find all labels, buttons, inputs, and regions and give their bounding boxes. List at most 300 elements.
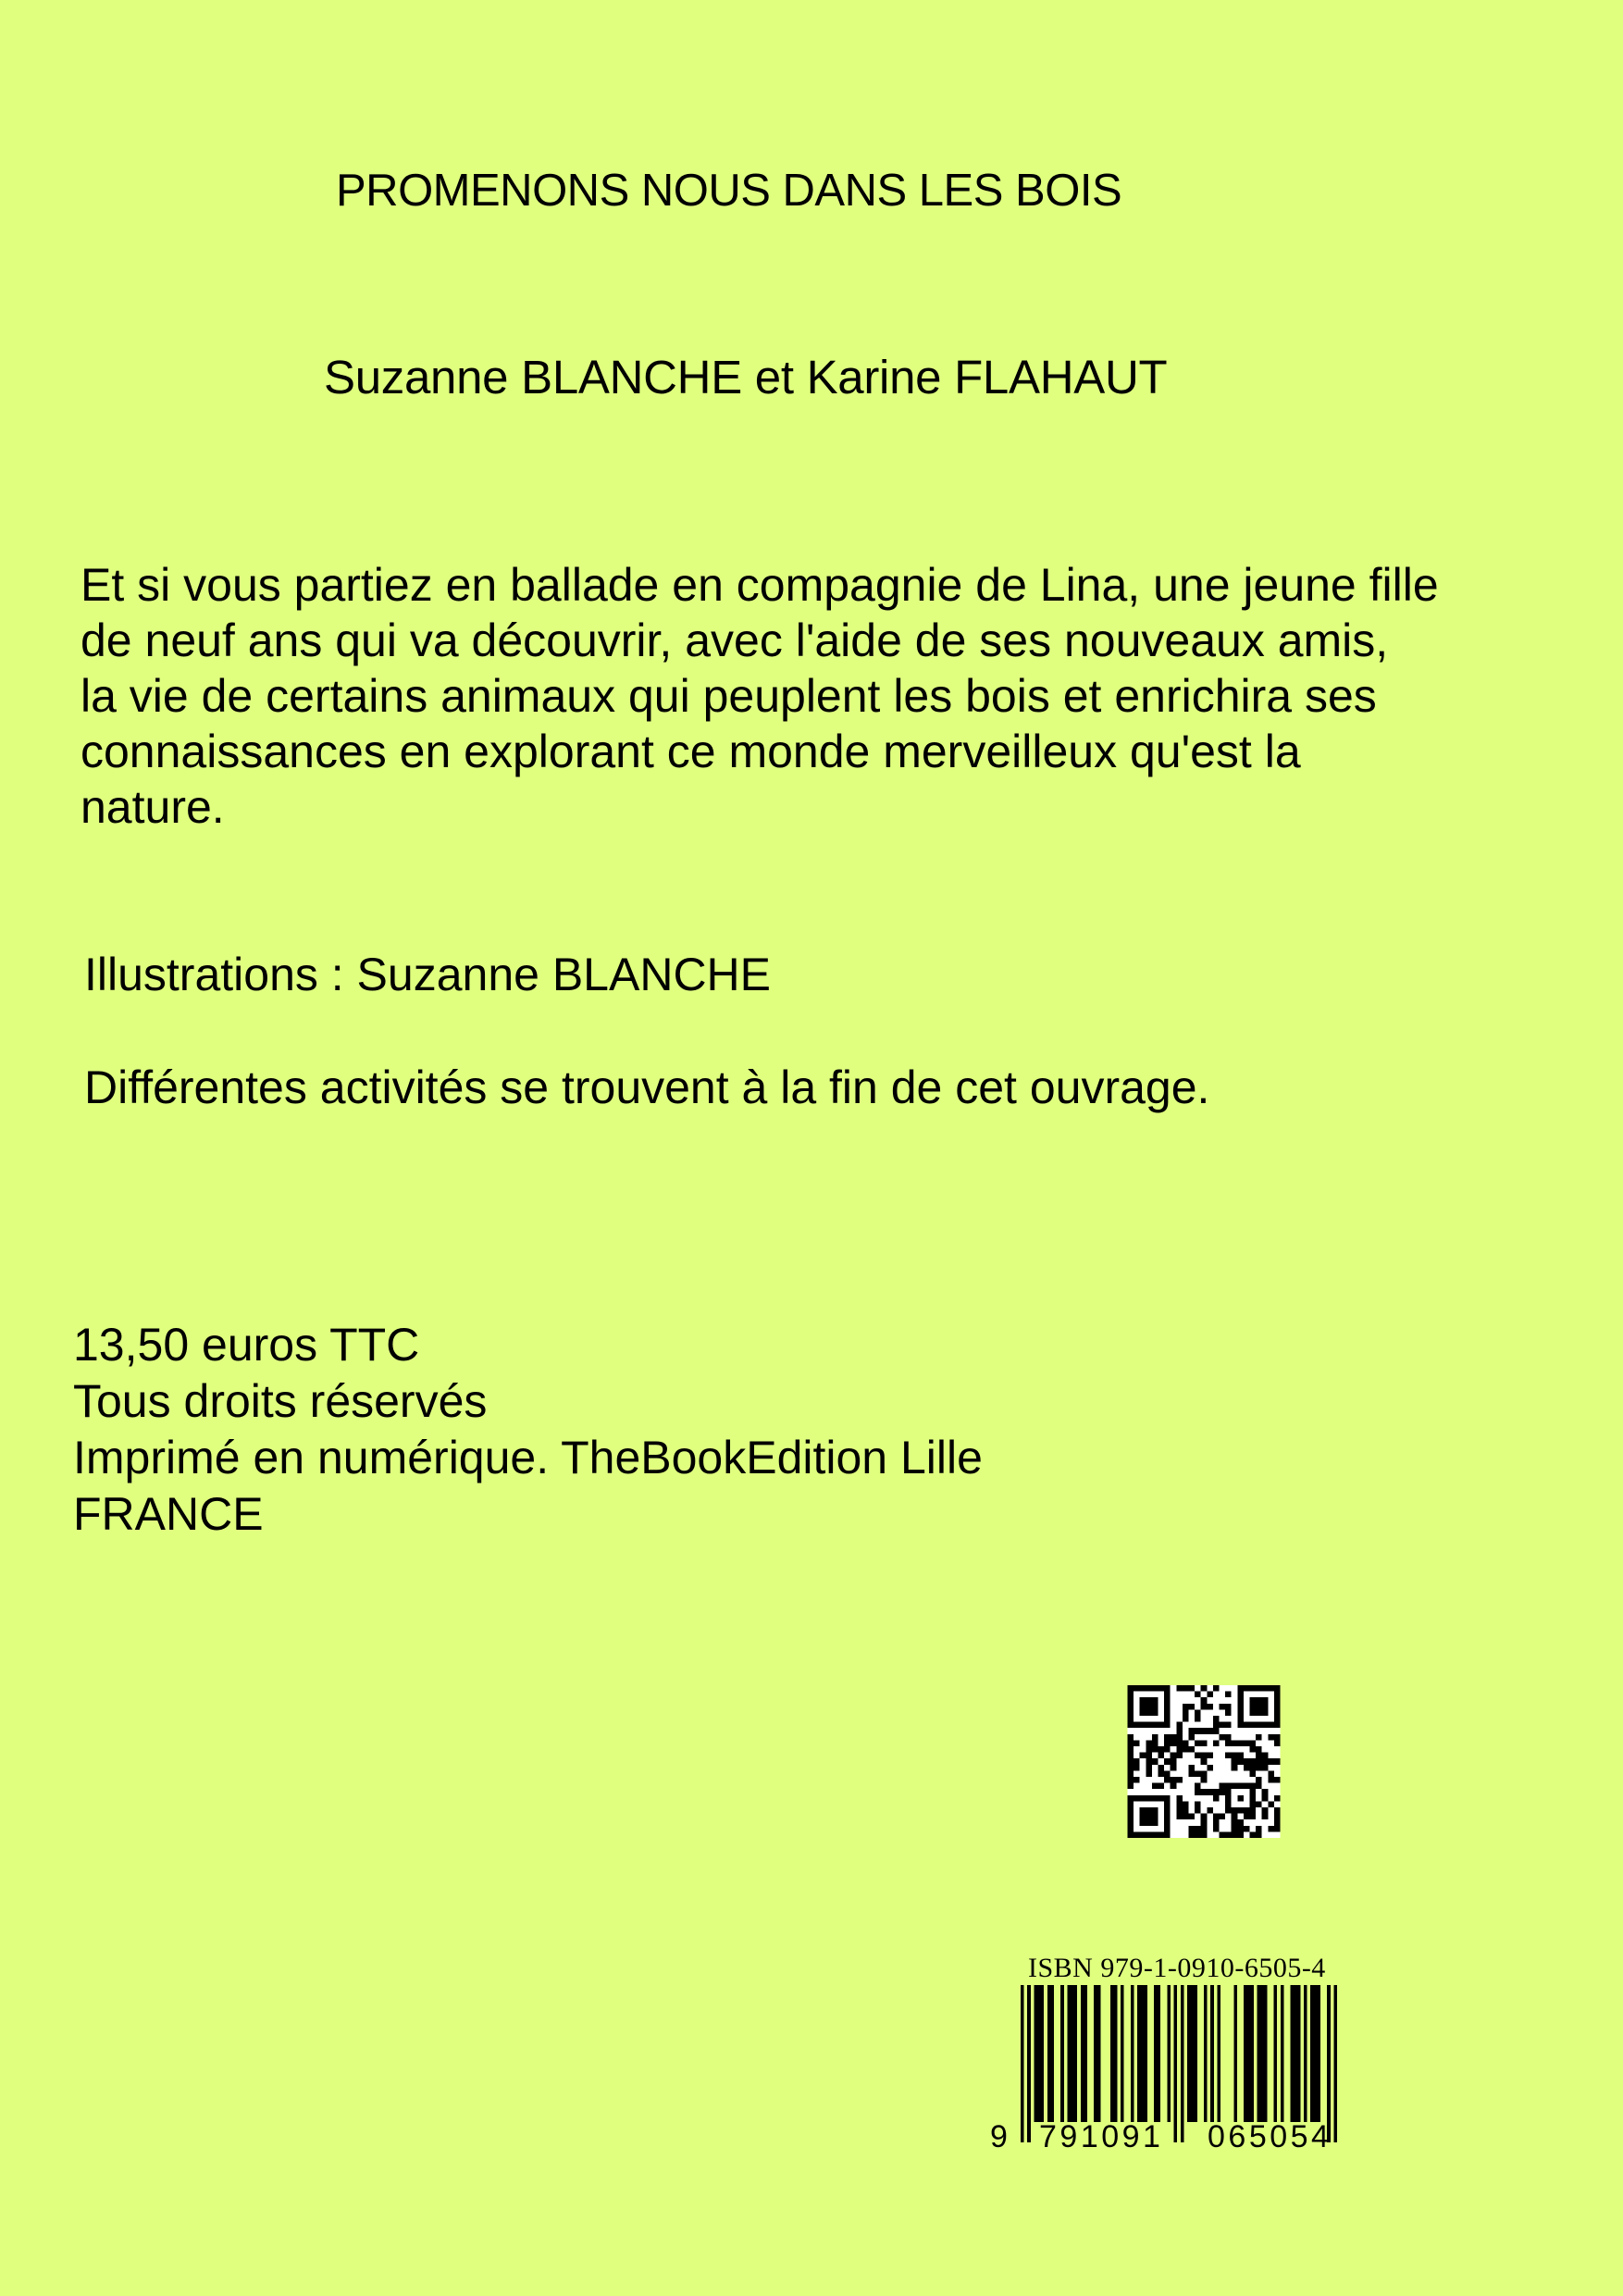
qr-module	[1183, 1685, 1189, 1692]
qr-module	[1195, 1709, 1201, 1716]
qr-module	[1152, 1697, 1158, 1704]
qr-module	[1189, 1765, 1196, 1771]
qr-module	[1274, 1709, 1281, 1716]
qr-module	[1237, 1692, 1244, 1698]
barcode-bar	[1067, 1985, 1071, 2122]
qr-module	[1250, 1740, 1257, 1746]
qr-module	[1256, 1783, 1262, 1790]
qr-module	[1213, 1685, 1220, 1692]
qr-module	[1195, 1826, 1201, 1832]
qr-module	[1164, 1758, 1171, 1765]
qr-module	[1256, 1746, 1262, 1753]
qr-module	[1128, 1734, 1134, 1741]
qr-module	[1183, 1716, 1189, 1722]
qr-module	[1201, 1819, 1208, 1826]
qr-module	[1250, 1722, 1257, 1729]
qr-module	[1189, 1814, 1196, 1820]
qr-module	[1225, 1753, 1232, 1759]
qr-module	[1128, 1770, 1134, 1777]
qr-module	[1213, 1716, 1220, 1722]
qr-module	[1232, 1831, 1238, 1838]
qr-module	[1146, 1770, 1152, 1777]
qr-module	[1171, 1777, 1177, 1783]
qr-module	[1164, 1807, 1171, 1814]
qr-module	[1232, 1783, 1238, 1790]
qr-module	[1189, 1734, 1196, 1741]
qr-module	[1146, 1807, 1152, 1814]
qr-module	[1225, 1734, 1232, 1741]
qr-module	[1244, 1722, 1250, 1729]
qr-module	[1171, 1758, 1177, 1765]
qr-module	[1140, 1722, 1146, 1729]
barcode-bar	[1194, 1985, 1197, 2122]
qr-module	[1176, 1753, 1183, 1759]
qr-module	[1152, 1831, 1158, 1838]
qr-module	[1158, 1746, 1165, 1753]
qr-module	[1274, 1758, 1281, 1765]
qr-module	[1232, 1819, 1238, 1826]
qr-module	[1232, 1753, 1238, 1759]
qr-module	[1195, 1692, 1201, 1698]
qr-module	[1164, 1770, 1171, 1777]
qr-module	[1274, 1777, 1281, 1783]
qr-module	[1158, 1795, 1165, 1802]
qr-module	[1134, 1722, 1140, 1729]
qr-module	[1262, 1758, 1269, 1765]
qr-module	[1244, 1765, 1250, 1771]
qr-module	[1237, 1740, 1244, 1746]
qr-module	[1134, 1831, 1140, 1838]
qr-module	[1256, 1777, 1262, 1783]
qr-module	[1152, 1704, 1158, 1710]
qr-module	[1164, 1716, 1171, 1722]
barcode-bar	[1121, 1985, 1124, 2122]
qr-module	[1225, 1692, 1232, 1698]
qr-module	[1274, 1697, 1281, 1704]
qr-module	[1195, 1770, 1201, 1777]
qr-module	[1207, 1765, 1213, 1771]
qr-module	[1195, 1728, 1201, 1734]
barcode-bar	[1137, 1985, 1141, 2122]
qr-module	[1164, 1801, 1171, 1807]
qr-module	[1189, 1704, 1196, 1710]
qr-module	[1152, 1709, 1158, 1716]
qr-module	[1250, 1746, 1257, 1753]
qr-module	[1250, 1789, 1257, 1795]
qr-module	[1262, 1697, 1269, 1704]
qr-module	[1268, 1777, 1274, 1783]
qr-module	[1232, 1826, 1238, 1832]
qr-module	[1195, 1801, 1201, 1807]
qr-module	[1256, 1758, 1262, 1765]
qr-module	[1128, 1709, 1134, 1716]
qr-module	[1274, 1716, 1281, 1722]
qr-module	[1250, 1795, 1257, 1802]
qr-module	[1220, 1814, 1226, 1820]
qr-module	[1250, 1758, 1257, 1765]
qr-module	[1213, 1740, 1220, 1746]
barcode-bar	[1144, 1985, 1147, 2122]
barcode-bar	[1034, 1985, 1037, 2122]
qr-module	[1262, 1795, 1269, 1802]
barcode-bar	[1114, 1985, 1118, 2122]
barcode-bar	[1037, 1985, 1041, 2122]
qr-module	[1256, 1697, 1262, 1704]
qr-module	[1250, 1783, 1257, 1790]
qr-module	[1189, 1826, 1196, 1832]
qr-module	[1237, 1753, 1244, 1759]
qr-module	[1146, 1685, 1152, 1692]
qr-module	[1250, 1814, 1257, 1820]
qr-module	[1237, 1819, 1244, 1826]
blurb-line: de neuf ans qui va découvrir, avec l'aide de ses nouveaux amis,	[81, 614, 1389, 666]
qr-module	[1152, 1814, 1158, 1820]
qr-code-icon	[1125, 1685, 1282, 1838]
qr-module	[1220, 1831, 1226, 1838]
qr-module	[1164, 1740, 1171, 1746]
qr-module	[1140, 1795, 1146, 1802]
qr-module	[1225, 1722, 1232, 1729]
qr-module	[1256, 1753, 1262, 1759]
qr-module	[1189, 1728, 1196, 1734]
qr-module	[1134, 1758, 1140, 1765]
qr-module	[1152, 1734, 1158, 1741]
authors: Suzanne BLANCHE et Karine FLAHAUT	[324, 351, 1168, 403]
qr-module	[1152, 1795, 1158, 1802]
qr-module	[1213, 1722, 1220, 1729]
qr-module	[1146, 1704, 1152, 1710]
qr-module	[1140, 1819, 1146, 1826]
qr-module	[1183, 1704, 1189, 1710]
qr-module	[1274, 1692, 1281, 1698]
qr-module	[1128, 1831, 1134, 1838]
qr-module	[1244, 1814, 1250, 1820]
qr-module	[1128, 1807, 1134, 1814]
qr-module	[1268, 1770, 1274, 1777]
barcode-bar	[1154, 1985, 1158, 2122]
barcode-bar	[1060, 1985, 1064, 2122]
qr-module	[1207, 1807, 1213, 1814]
qr-module	[1134, 1685, 1140, 1692]
barcode-bar	[1260, 1985, 1264, 2122]
qr-module	[1146, 1814, 1152, 1820]
qr-module	[1268, 1801, 1274, 1807]
qr-module	[1128, 1783, 1134, 1790]
barcode-bar	[1304, 1985, 1307, 2122]
qr-module	[1128, 1777, 1134, 1783]
barcode-bar	[1274, 1985, 1278, 2122]
qr-module	[1152, 1722, 1158, 1729]
qr-module	[1250, 1709, 1257, 1716]
qr-module	[1189, 1685, 1196, 1692]
qr-module	[1128, 1692, 1134, 1698]
qr-module	[1220, 1783, 1226, 1790]
qr-module	[1268, 1722, 1274, 1729]
qr-module	[1152, 1819, 1158, 1826]
qr-module	[1213, 1814, 1220, 1820]
ean-first-digit: 9	[990, 2119, 1008, 2154]
qr-module	[1164, 1814, 1171, 1820]
qr-module	[1152, 1783, 1158, 1790]
qr-module	[1189, 1746, 1196, 1753]
book-title: PROMENONS NOUS DANS LES BOIS	[336, 166, 1122, 216]
qr-module	[1201, 1831, 1208, 1838]
publishing-info	[73, 1317, 983, 1543]
qr-module	[1146, 1746, 1152, 1753]
ean-digits	[988, 2119, 1368, 2166]
qr-module	[1262, 1722, 1269, 1729]
qr-module	[1244, 1740, 1250, 1746]
qr-module	[1140, 1709, 1146, 1716]
qr-module	[1250, 1704, 1257, 1710]
qr-module	[1183, 1814, 1189, 1820]
barcode-bar	[1141, 1985, 1145, 2122]
barcode-bar	[1291, 1985, 1295, 2122]
qr-module	[1183, 1709, 1189, 1716]
barcode-bar	[1204, 1985, 1208, 2122]
qr-module	[1164, 1722, 1171, 1729]
qr-module	[1244, 1685, 1250, 1692]
qr-module	[1134, 1795, 1140, 1802]
barcode-bar	[1131, 1985, 1134, 2122]
qr-module	[1183, 1746, 1189, 1753]
qr-module	[1237, 1795, 1244, 1802]
qr-module	[1256, 1734, 1262, 1741]
qr-module	[1152, 1746, 1158, 1753]
barcode-bar	[1097, 1985, 1101, 2122]
qr-module	[1256, 1765, 1262, 1771]
qr-module	[1225, 1709, 1232, 1716]
barcode-bar	[1071, 1985, 1074, 2122]
qr-module	[1268, 1734, 1274, 1741]
qr-module	[1128, 1753, 1134, 1759]
blurb-line: la vie de certains animaux qui peuplent les bois et enrichira ses	[81, 670, 1377, 722]
barcode-bar	[1041, 1985, 1045, 2122]
price: 13,50 euros TTC	[73, 1319, 420, 1371]
blurb-line: nature.	[81, 781, 225, 833]
qr-module	[1201, 1826, 1208, 1832]
qr-module	[1237, 1831, 1244, 1838]
qr-module	[1189, 1770, 1196, 1777]
qr-module	[1274, 1807, 1281, 1814]
qr-module	[1201, 1685, 1208, 1692]
qr-module	[1220, 1789, 1226, 1795]
qr-module	[1158, 1770, 1165, 1777]
printer-info: Imprimé en numérique. TheBookEdition Lille	[73, 1432, 983, 1483]
qr-module	[1237, 1709, 1244, 1716]
qr-module	[1164, 1709, 1171, 1716]
qr-module	[1201, 1758, 1208, 1765]
qr-module	[1171, 1765, 1177, 1771]
qr-module	[1207, 1728, 1213, 1734]
qr-module	[1201, 1753, 1208, 1759]
qr-module	[1225, 1740, 1232, 1746]
barcode-bar	[1110, 1985, 1114, 2122]
qr-module	[1256, 1831, 1262, 1838]
qr-module	[1164, 1831, 1171, 1838]
qr-module	[1146, 1740, 1152, 1746]
barcode-bar	[1081, 1985, 1084, 2122]
qr-module	[1152, 1740, 1158, 1746]
qr-module	[1176, 1814, 1183, 1820]
qr-module	[1140, 1807, 1146, 1814]
barcode-bar	[1247, 1985, 1251, 2122]
qr-module	[1268, 1758, 1274, 1765]
qr-module	[1146, 1753, 1152, 1759]
barcode-bar	[1094, 1985, 1097, 2122]
qr-module	[1164, 1819, 1171, 1826]
qr-module	[1225, 1795, 1232, 1802]
qr-module	[1134, 1740, 1140, 1746]
qr-module	[1195, 1783, 1201, 1790]
qr-module	[1262, 1807, 1269, 1814]
qr-module	[1140, 1753, 1146, 1759]
qr-module	[1164, 1692, 1171, 1698]
illustrations-credit: Illustrations : Suzanne BLANCHE	[84, 949, 772, 1000]
qr-module	[1183, 1740, 1189, 1746]
qr-module	[1176, 1746, 1183, 1753]
barcode-bar	[1167, 1985, 1171, 2122]
qr-module	[1207, 1704, 1213, 1710]
barcode-bar	[1074, 1985, 1078, 2122]
barcode-bar	[1314, 1985, 1318, 2122]
qr-module	[1176, 1740, 1183, 1746]
activities-note: Différentes activités se trouvent à la fin de cet ouvrage.	[84, 1061, 1210, 1113]
barcode-bar	[1084, 1985, 1087, 2122]
barcode-bar	[1250, 1985, 1254, 2122]
qr-module	[1128, 1716, 1134, 1722]
qr-module	[1158, 1765, 1165, 1771]
qr-module	[1237, 1783, 1244, 1790]
qr-module	[1213, 1728, 1220, 1734]
qr-module	[1140, 1704, 1146, 1710]
qr-module	[1128, 1740, 1134, 1746]
qr-module	[1274, 1704, 1281, 1710]
qr-module	[1250, 1807, 1257, 1814]
qr-module	[1201, 1777, 1208, 1783]
qr-module	[1274, 1722, 1281, 1729]
qr-module	[1250, 1831, 1257, 1838]
qr-module	[1128, 1758, 1134, 1765]
qr-module	[1128, 1685, 1134, 1692]
qr-module	[1237, 1826, 1244, 1832]
qr-module	[1158, 1722, 1165, 1729]
qr-module	[1274, 1795, 1281, 1802]
qr-module	[1171, 1734, 1177, 1741]
qr-module	[1140, 1831, 1146, 1838]
qr-module	[1128, 1826, 1134, 1832]
qr-module	[1213, 1795, 1220, 1802]
qr-module	[1183, 1801, 1189, 1807]
qr-module	[1146, 1819, 1152, 1826]
qr-module	[1195, 1753, 1201, 1759]
qr-module	[1146, 1765, 1152, 1771]
qr-module	[1232, 1758, 1238, 1765]
qr-module	[1128, 1819, 1134, 1826]
qr-module	[1262, 1753, 1269, 1759]
barcode-bar	[1281, 1985, 1284, 2122]
qr-module	[1274, 1826, 1281, 1832]
qr-module	[1268, 1826, 1274, 1832]
qr-module	[1128, 1704, 1134, 1710]
qr-module	[1232, 1740, 1238, 1746]
qr-module	[1201, 1697, 1208, 1704]
qr-module	[1146, 1795, 1152, 1802]
qr-module	[1256, 1801, 1262, 1807]
qr-module	[1146, 1697, 1152, 1704]
qr-module	[1176, 1795, 1183, 1802]
qr-module	[1176, 1734, 1183, 1741]
qr-module	[1244, 1783, 1250, 1790]
qr-module	[1171, 1783, 1177, 1790]
qr-module	[1250, 1770, 1257, 1777]
barcode-bar	[1047, 1985, 1051, 2122]
qr-module	[1225, 1704, 1232, 1710]
qr-module	[1244, 1826, 1250, 1832]
qr-module	[1152, 1807, 1158, 1814]
qr-module	[1213, 1819, 1220, 1826]
isbn-label: ISBN 979-1-0910-6505-4	[1028, 1953, 1326, 1983]
qr-module	[1262, 1704, 1269, 1710]
qr-module	[1250, 1801, 1257, 1807]
qr-module	[1201, 1704, 1208, 1710]
qr-module	[1232, 1814, 1238, 1820]
qr-module	[1262, 1789, 1269, 1795]
qr-module	[1237, 1716, 1244, 1722]
qr-module	[1207, 1692, 1213, 1698]
qr-module	[1158, 1783, 1165, 1790]
qr-module	[1176, 1807, 1183, 1814]
qr-module	[1237, 1704, 1244, 1710]
qr-module	[1183, 1807, 1189, 1814]
qr-module	[1256, 1722, 1262, 1729]
qr-module	[1176, 1801, 1183, 1807]
qr-module	[1274, 1685, 1281, 1692]
barcode-bar	[1210, 1985, 1214, 2122]
ean-left-group: 791091	[1039, 2119, 1164, 2154]
qr-module	[1213, 1789, 1220, 1795]
barcode-bar	[1187, 1985, 1191, 2122]
qr-module	[1158, 1831, 1165, 1838]
qr-module	[1176, 1722, 1183, 1729]
blurb	[81, 557, 1439, 835]
blurb-line: Et si vous partiez en ballade en compagnie de Lina, une jeune fille	[81, 559, 1439, 611]
qr-module	[1220, 1734, 1226, 1741]
qr-module	[1164, 1697, 1171, 1704]
qr-module	[1207, 1753, 1213, 1759]
qr-module	[1262, 1765, 1269, 1771]
qr-module	[1158, 1685, 1165, 1692]
qr-module	[1140, 1685, 1146, 1692]
qr-module	[1164, 1795, 1171, 1802]
qr-module	[1201, 1740, 1208, 1746]
qr-module	[1128, 1697, 1134, 1704]
qr-module	[1140, 1814, 1146, 1820]
qr-module	[1189, 1831, 1196, 1838]
qr-module	[1146, 1831, 1152, 1838]
qr-module	[1164, 1704, 1171, 1710]
qr-module	[1146, 1722, 1152, 1729]
qr-module	[1128, 1795, 1134, 1802]
barcode-bar	[1310, 1985, 1314, 2122]
qr-module	[1225, 1807, 1232, 1814]
qr-module	[1237, 1722, 1244, 1729]
qr-module	[1207, 1789, 1213, 1795]
qr-module	[1268, 1685, 1274, 1692]
qr-module	[1225, 1831, 1232, 1838]
qr-module	[1225, 1783, 1232, 1790]
qr-module	[1176, 1728, 1183, 1734]
